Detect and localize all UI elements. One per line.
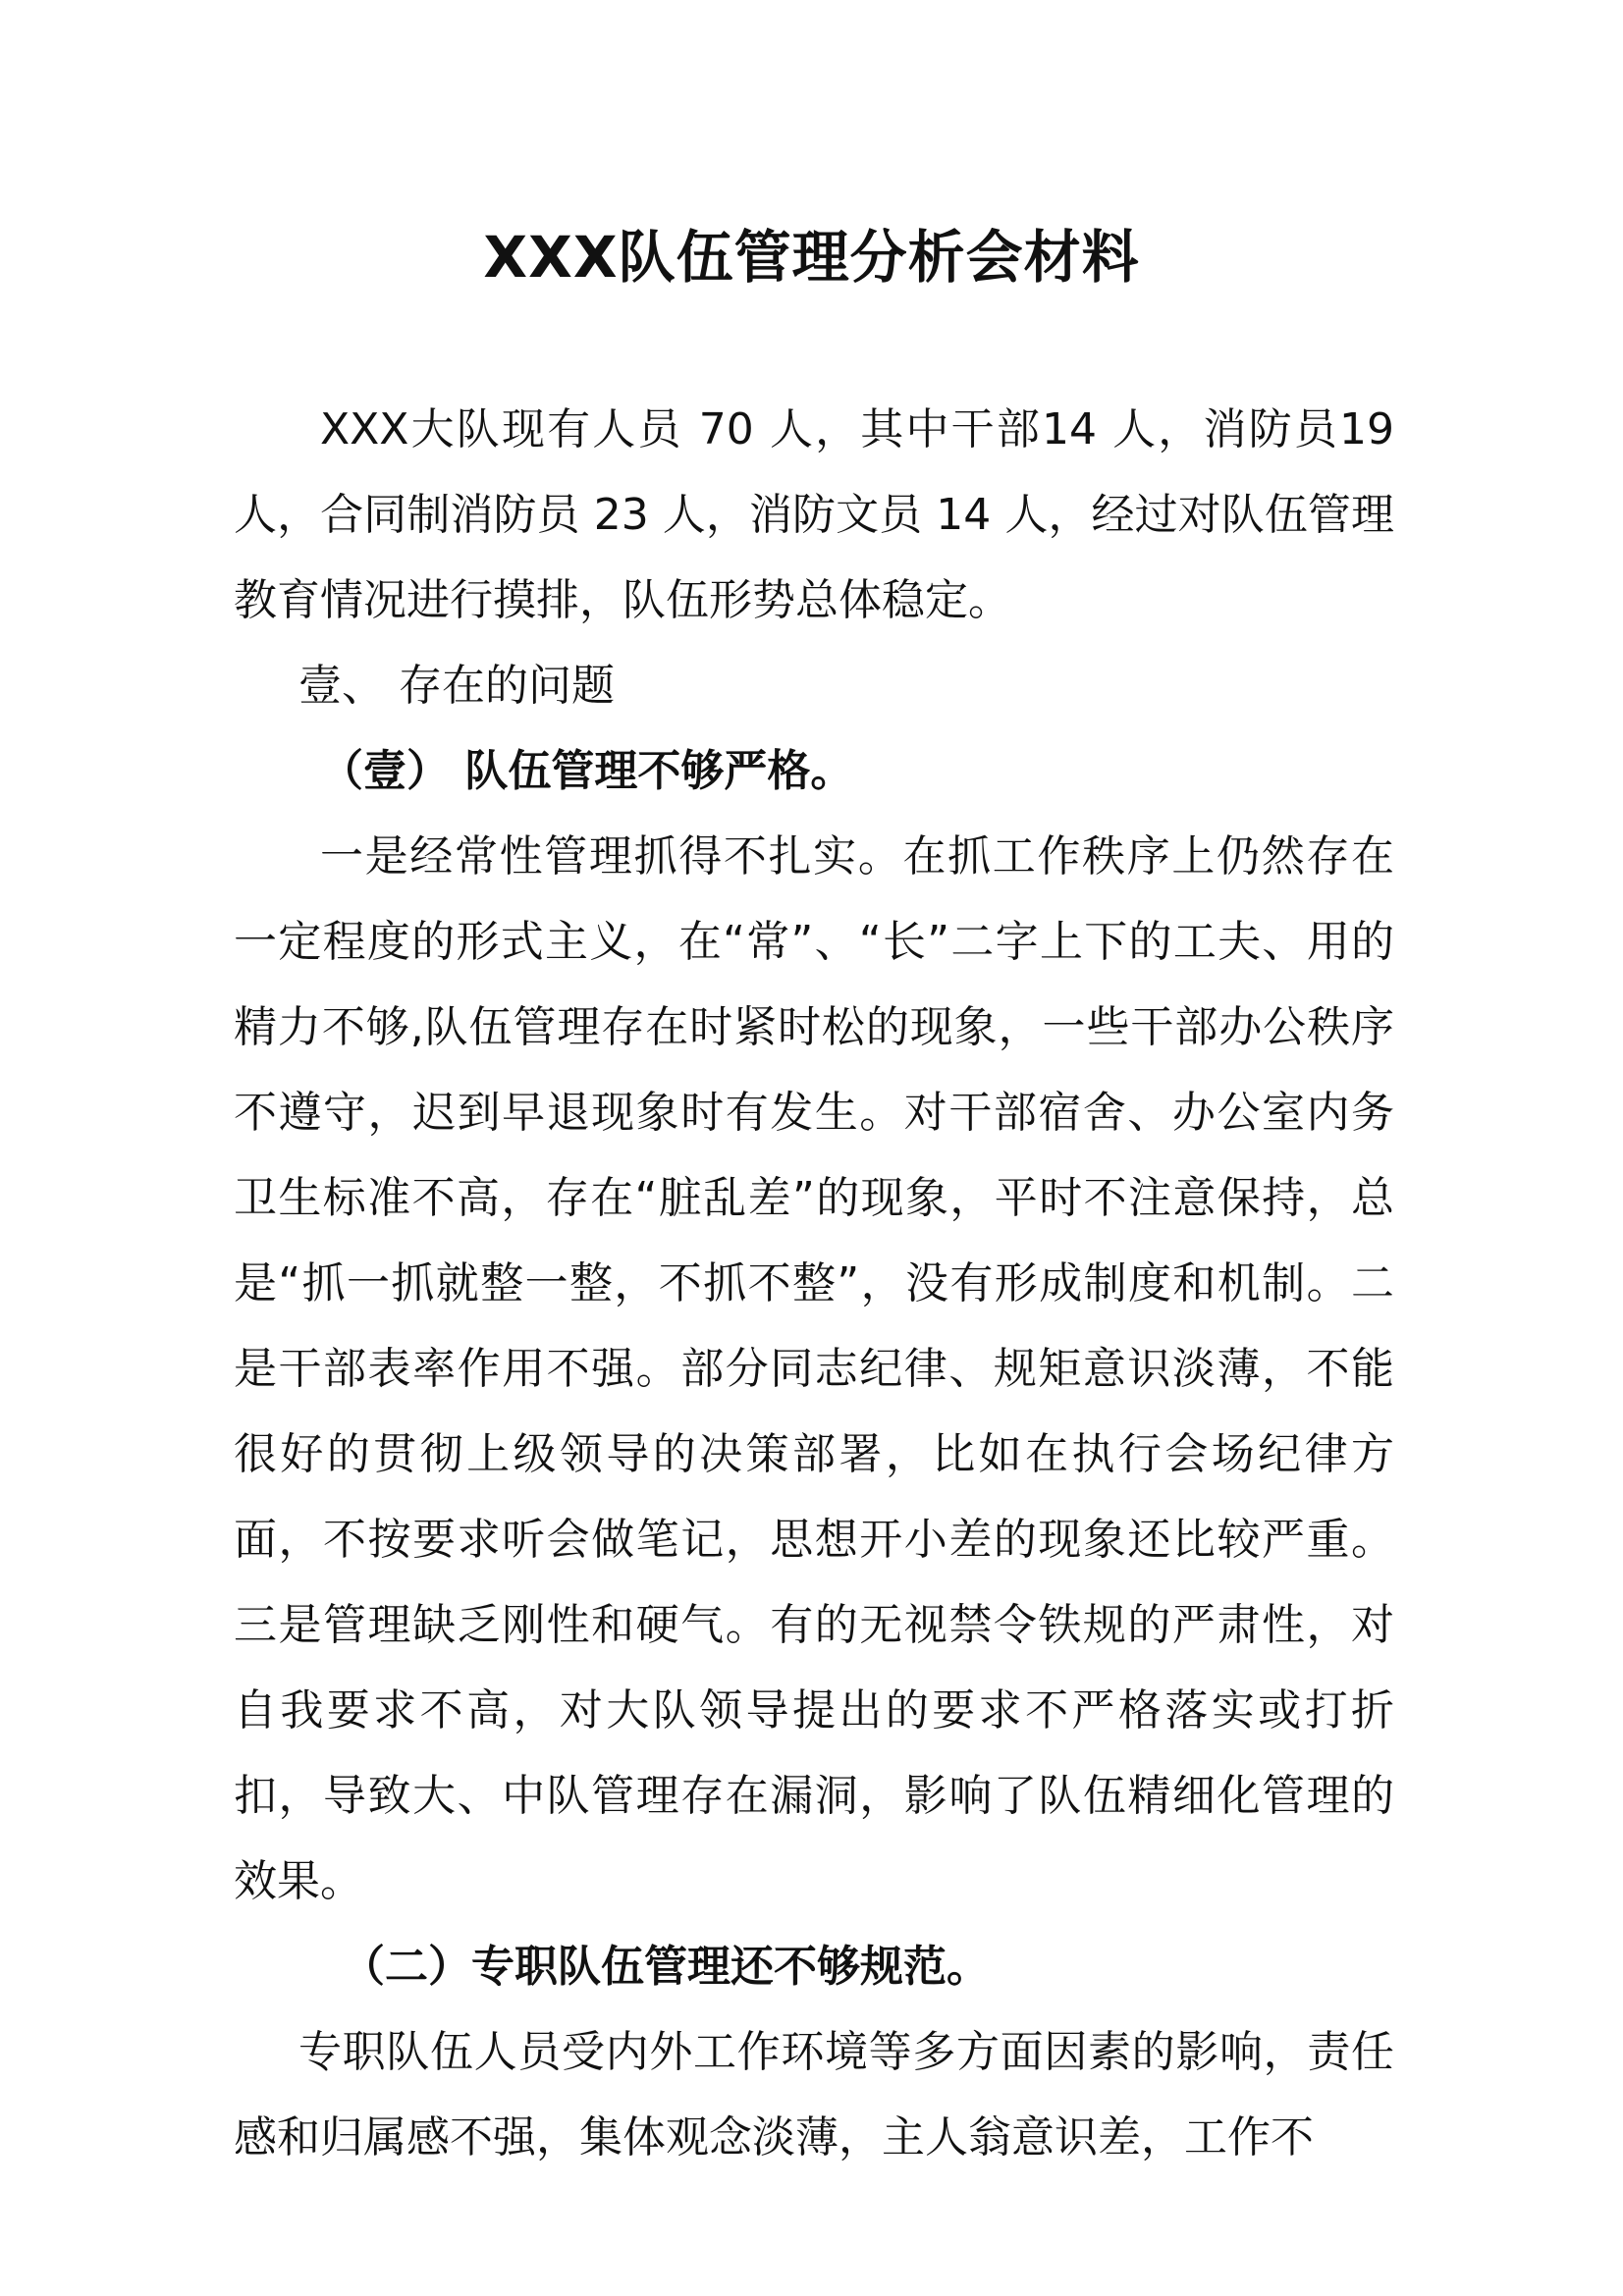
subsection-heading-2: （二）专职队伍管理还不够规范。: [342, 1942, 990, 1992]
subsection-heading-1: （壹） 队伍管理不够严格。: [320, 746, 854, 796]
section-heading-problems: 壹、 存在的问题: [298, 661, 615, 711]
subsection-1-paragraph: 一是经常性管理抓得不扎实。在抓工作秩序上仍然存在一定程度的形式主义，在“常”、“长”二字上下的工夫、用的精力不够,队伍管理存在时紧时松的现象，一些干部办公秩序不遵守，迟到早退现象时有发生。对干部宿舍、办公室内务卫生标准不高，存在“脏乱差”的现象，平时不注意保持，总是“抓一抓就整一整，不抓不整”，没有形成制度和机制。二是干部表率作用不强。部分同志纪律、规矩意识淡薄，不能很好的贯彻上级领导的决策部署，比如在执行会场纪律方面，不按要求听会做笔记，思想开小差的现象还比较严重。三是管理缺乏刚性和硬气。有的无视禁令铁规的严肃性，对自我要求不高，对大队领导提出的要求不严格落实或打折扣，导致大、中队管理存在漏洞，影响了队伍精细化管理的效果。: [234, 831, 1394, 1906]
intro-paragraph: XXX大队现有人员 70 人，其中干部14 人，消防员19人，合同制消防员 23 人，消防文员 14 人，经过对队伍管理教育情况进行摸排，队伍形势总体稳定。: [234, 404, 1394, 625]
document-title: XXX队伍管理分析会材料: [483, 224, 1140, 291]
document-body: [234, 387, 1394, 2180]
subsection-2-paragraph: 专职队伍人员受内外工作环境等多方面因素的影响，责任感和归属感不强，集体观念淡薄，主人翁意识差，工作不: [234, 2027, 1394, 2163]
